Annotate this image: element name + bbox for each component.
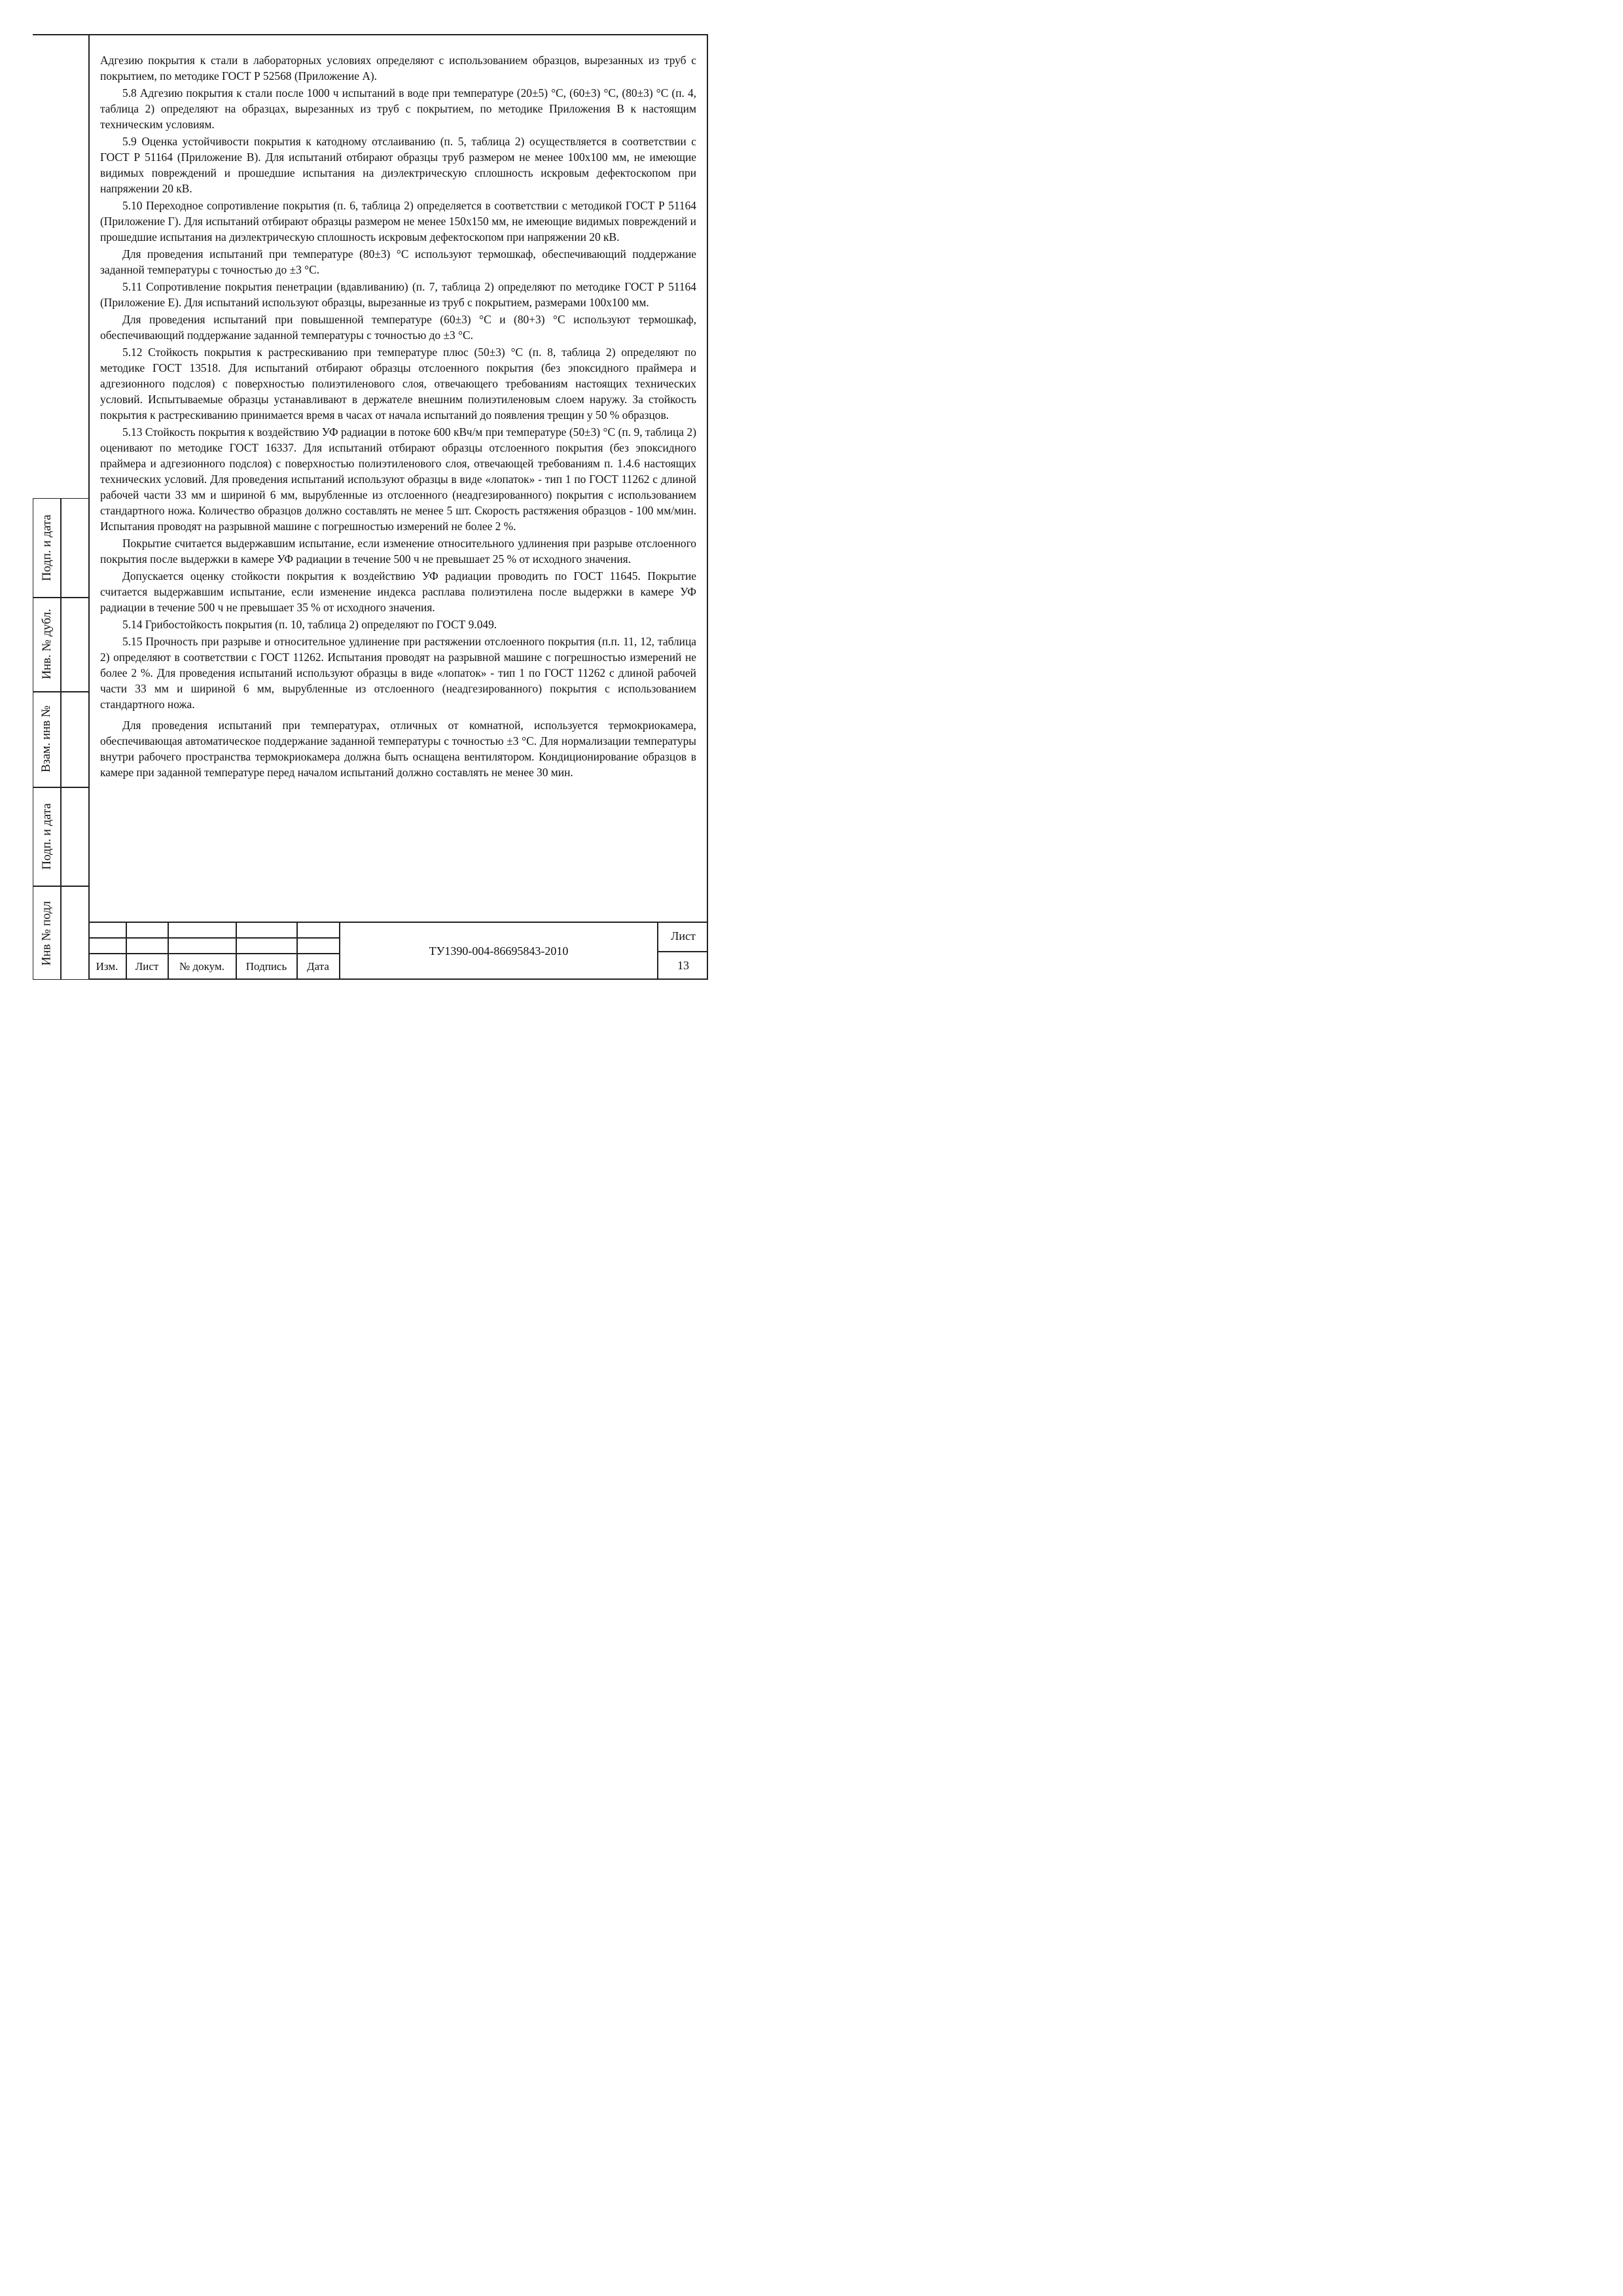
side-stamp	[33, 498, 89, 980]
document-body	[100, 52, 696, 781]
title-block	[88, 922, 708, 980]
document-code: ТУ1390-004-86695843-2010	[429, 944, 569, 958]
top-left-rule	[33, 34, 88, 35]
paragraph: 5.12 Стойкость покрытия к растрескиванию при температуре плюс (50±3) °С (п. 8, таблица 2) определяют по методике ГОСТ 13518. Для испытаний отбирают образцы отслоенного покрытия (без эпоксидного праймера и адгезионного подслоя) с поверхностью полиэтиленового слоя, отвечающего требованиям настоящих технических условий. Испытываемые образцы устанавливают в держателе внешним полиэтиленовым слоем наружу. За стойкость покрытия к растрескиванию принимается время в часах от начала испытаний до появления трещин у 50 % образцов.	[100, 346, 696, 422]
paragraph: 5.11 Сопротивление покрытия пенетрации (вдавливанию) (п. 7, таблица 2) определяют по методике ГОСТ Р 51164 (Приложение Е). Для испытаний используют образцы, вырезанные из труб с покрытием, размерами 100х100 мм.	[100, 280, 696, 309]
paragraph: Для проведения испытаний при повышенной температуре (60±3) °С и (80+3) °С используют термошкаф, обеспечивающий поддержание заданной температуры с точностью до ±3 °С.	[100, 313, 696, 342]
col-header-sheet: Лист	[135, 960, 159, 973]
stamp-divider	[60, 499, 62, 979]
paragraph: Для проведения испытаний при температуре (80±3) °С используют термошкаф, обеспечивающий поддержание заданной температуры с точностью до ±3 °С.	[100, 247, 696, 276]
paragraph: 5.10 Переходное сопротивление покрытия (п. 6, таблица 2) определяется в соответствии с методикой ГОСТ Р 51164 (Приложение Г). Для испытаний отбирают образцы размером не менее 150х150 мм, не имеющие видимых повреждений и прошедшие испытания на диэлектрическую сплошность искровым дефектоскопом при напряжении 20 кВ.	[100, 199, 696, 243]
paragraph: 5.14 Грибостойкость покрытия (п. 10, таблица 2) определяют по ГОСТ 9.049.	[122, 618, 497, 631]
paragraph: 5.15 Прочность при разрыве и относительное удлинение при растяжении отслоенного покрытия (п.п. 11, 12, таблица 2) определяют в соответствии с ГОСТ 11262. Испытания проводят на разрывной машине с погрешностью измерений не более 2 %. Для проведения испытаний используют образцы в виде «лопаток» - тип 1 по ГОСТ 11262 с длиной рабочей части 33 мм и шириной 6 мм, вырубленные из отслоенного (неадгезированного) покрытия с использованием стандартного ножа.	[100, 635, 696, 711]
sheet-label: Лист	[671, 929, 696, 942]
col-header-signature: Подпись	[245, 960, 287, 973]
paragraph: Адгезию покрытия к стали в лабораторных условиях определяют с использованием образцов, вырезанных из труб с покрытием, по методике ГОСТ Р 52568 (Приложение А).	[100, 54, 696, 82]
stamp-label-orig-inv: Инв № подл	[39, 901, 54, 965]
sheet-number: 13	[677, 959, 689, 972]
stamp-label-sign-date-2: Подп. и дата	[39, 802, 54, 870]
col-header-date: Дата	[307, 960, 329, 973]
paragraph: 5.13 Стойкость покрытия к воздействию УФ радиации в потоке 600 кВч/м при температуре (50±3) °С (п. 9, таблица 2) оценивают по методике ГОСТ 16337. Для испытаний отбирают образцы отслоенного покрытия (без эпоксидного праймера и адгезионного подслоя) с поверхностью полиэтиленового слоя, отвечающей требованиям п. 1.4.6 настоящих технических условий. Для проведения испытаний используют образцы в виде «лопаток» - тип 1 по ГОСТ 11262 с длиной рабочей части 33 мм и шириной 6 мм, вырубленные из отслоенного (неадгезированного) покрытия с использованием стандартного ножа. Количество образцов должно составлять не менее 5 шт. Скорость растяжения образцов - 100 мм/мин. Испытания проводят на разрывной машине с погрешностью измерений не более 2 %.	[100, 425, 696, 533]
stamp-label-dup-inv: Инв. № дубл.	[39, 609, 54, 679]
paragraph: Для проведения испытаний при температурах, отличных от комнатной, используется термокриокамера, обеспечивающая автоматическое поддержание заданной температуры с точностью ±3 °С. Для нормализации температуры внутри рабочего пространства термокриокамера должна быть оснащена вентилятором. Кондиционирование образцов в камере при заданной температуре перед началом испытаний должно составлять не менее 30 мин.	[100, 719, 696, 779]
paragraph: 5.9 Оценка устойчивости покрытия к катодному отслаиванию (п. 5, таблица 2) осуществляется в соответствии с ГОСТ Р 51164 (Приложение В). Для испытаний отбирают образцы труб размером не менее 100х100 мм, не имеющие видимых повреждений и прошедшие испытания на диэлектрическую сплошность искровым дефектоскопом при напряжении 20 кВ.	[100, 135, 696, 195]
paragraph: 5.8 Адгезию покрытия к стали после 1000 ч испытаний в воде при температуре (20±5) °С, (60±3) °С, (80±3) °С (п. 4, таблица 2) определяют на образцах, вырезанных из труб с покрытием, по методике Приложения В к настоящим техническим условиям.	[100, 86, 696, 131]
stamp-label-sign-date: Подп. и дата	[39, 514, 54, 581]
col-header-change: Изм.	[96, 960, 118, 973]
stamp-label-replace-inv: Взам. инв №	[39, 705, 54, 773]
col-header-doc-no: № докум.	[179, 960, 224, 973]
paragraph: Допускается оценку стойкости покрытия к воздействию УФ радиации проводить по ГОСТ 11645. Покрытие считается выдержавшим испытание, если изменение индекса расплава полиэтилена после выдержки в камере УФ радиации в течение 500 ч не превышает 35 % от исходного значения.	[100, 569, 696, 614]
paragraph: Покрытие считается выдержавшим испытание, если изменение относительного удлинения при разрыве отслоенного покрытия после выдержки в камере УФ радиации в течение 500 ч не превышает 25 % от исходного значения.	[100, 537, 696, 565]
